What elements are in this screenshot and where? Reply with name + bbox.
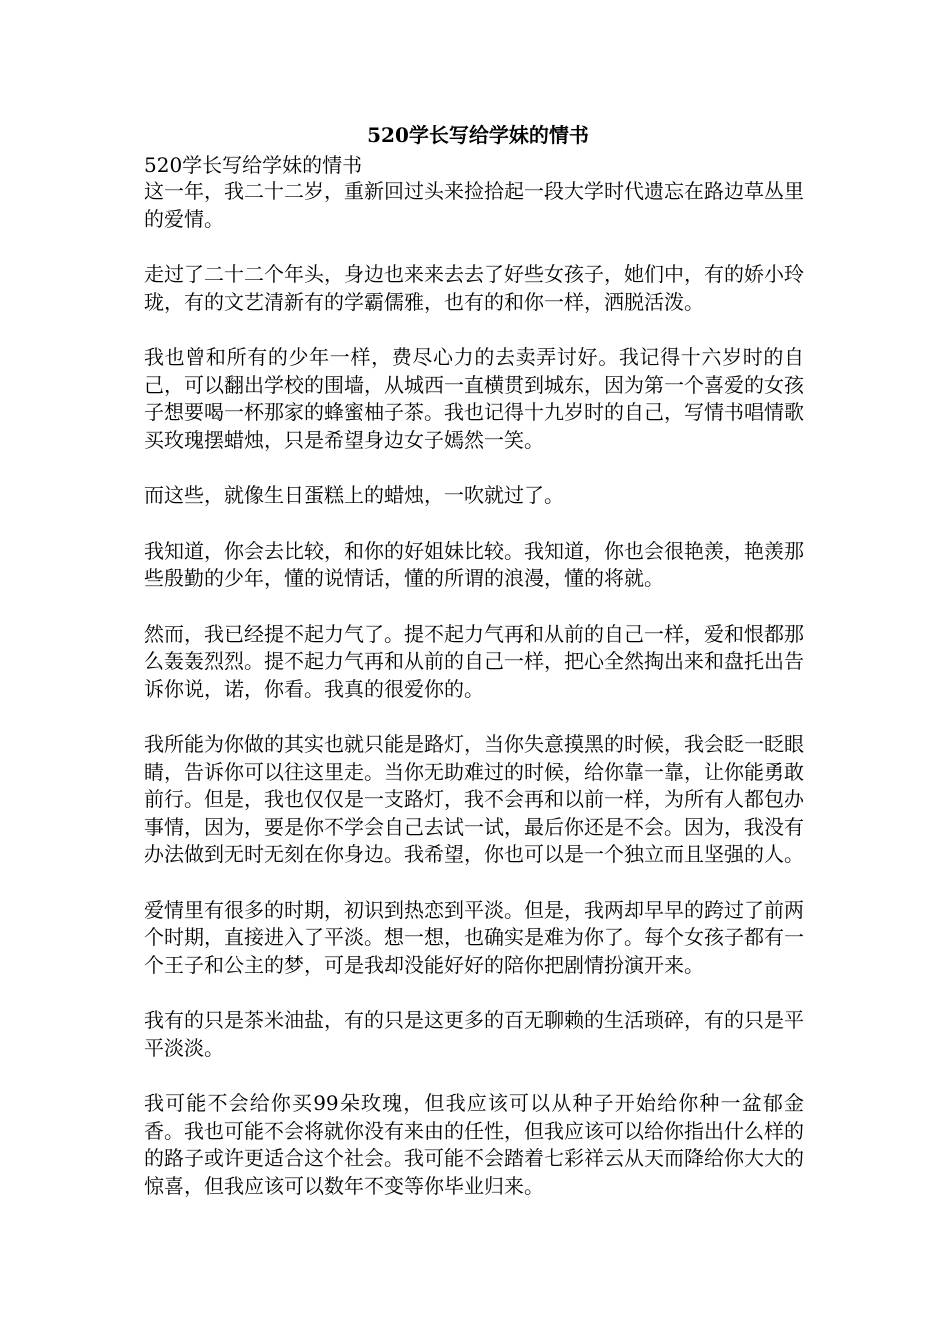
paragraph-10: 我可能不会给你买99朵玫瑰，但我应该可以从种子开始给你种一盆郁金香。我也可能不会将就你没有来由的任性，但我应该可以给你指出什么样的的路子或许更适合这个社会。我可能不会踏着七彩祥云从天而降给你大大的惊喜，但我应该可以数年不变等你毕业归来。: [144, 1091, 804, 1198]
paragraph-8: 爱情里有很多的时期，初识到热恋到平淡。但是，我两却早早的跨过了前两个时期，直接进入了平淡。想一想，也确实是难为你了。每个女孩子都有一个王子和公主的梦，可是我却没能好好的陪你把剧情扮演开来。: [144, 897, 804, 977]
paragraph-9: 我有的只是茶米油盐，有的只是这更多的百无聊赖的生活琐碎，有的只是平平淡淡。: [144, 1008, 804, 1060]
document-subtitle: 520学长写给学妹的情书: [144, 153, 363, 177]
paragraph-7: 我所能为你做的其实也就只能是路灯，当你失意摸黑的时候，我会眨一眨眼睛，告诉你可以往这里走。当你无助难过的时候，给你靠一靠，让你能勇敢前行。但是，我也仅仅是一支路灯，我不会再和以前一样，为所有人都包办事情，因为，要是你不学会自己去试一试，最后你还是不会。因为，我没有办法做到无时无刻在你身边。我希望，你也可以是一个独立而且坚强的人。: [144, 732, 804, 866]
paragraph-1: 这一年，我二十二岁，重新回过头来捡拾起一段大学时代遗忘在路边草丛里的爱情。: [144, 179, 804, 231]
paragraph-5: 我知道，你会去比较，和你的好姐妹比较。我知道，你也会很艳羡，艳羡那些殷勤的少年，懂的说情话，懂的所谓的浪漫，懂的将就。: [144, 538, 804, 590]
paragraph-6: 然而，我已经提不起力气了。提不起力气再和从前的自己一样，爱和恨都那么轰轰烈烈。提不起力气再和从前的自己一样，把心全然掏出来和盘托出告诉你说，诺，你看。我真的很爱你的。: [144, 621, 804, 701]
document-title: 520学长写给学妹的情书: [367, 123, 589, 147]
document-page: [144, 118, 804, 1228]
paragraph-4: 而这些，就像生日蛋糕上的蜡烛，一吹就过了。: [144, 483, 564, 507]
paragraph-2: 走过了二十二个年头，身边也来来去去了好些女孩子，她们中，有的娇小玲珑，有的文艺清新有的学霸儒雅，也有的和你一样，洒脱活泼。: [144, 262, 804, 314]
paragraph-3: 我也曾和所有的少年一样，费尽心力的去卖弄讨好。我记得十六岁时的自己，可以翻出学校的围墙，从城西一直横贯到城东，因为第一个喜爱的女孩子想要喝一杯那家的蜂蜜柚子茶。我也记得十九岁时的自己，写情书唱情歌买玫瑰摆蜡烛，只是希望身边女子嫣然一笑。: [144, 345, 804, 452]
